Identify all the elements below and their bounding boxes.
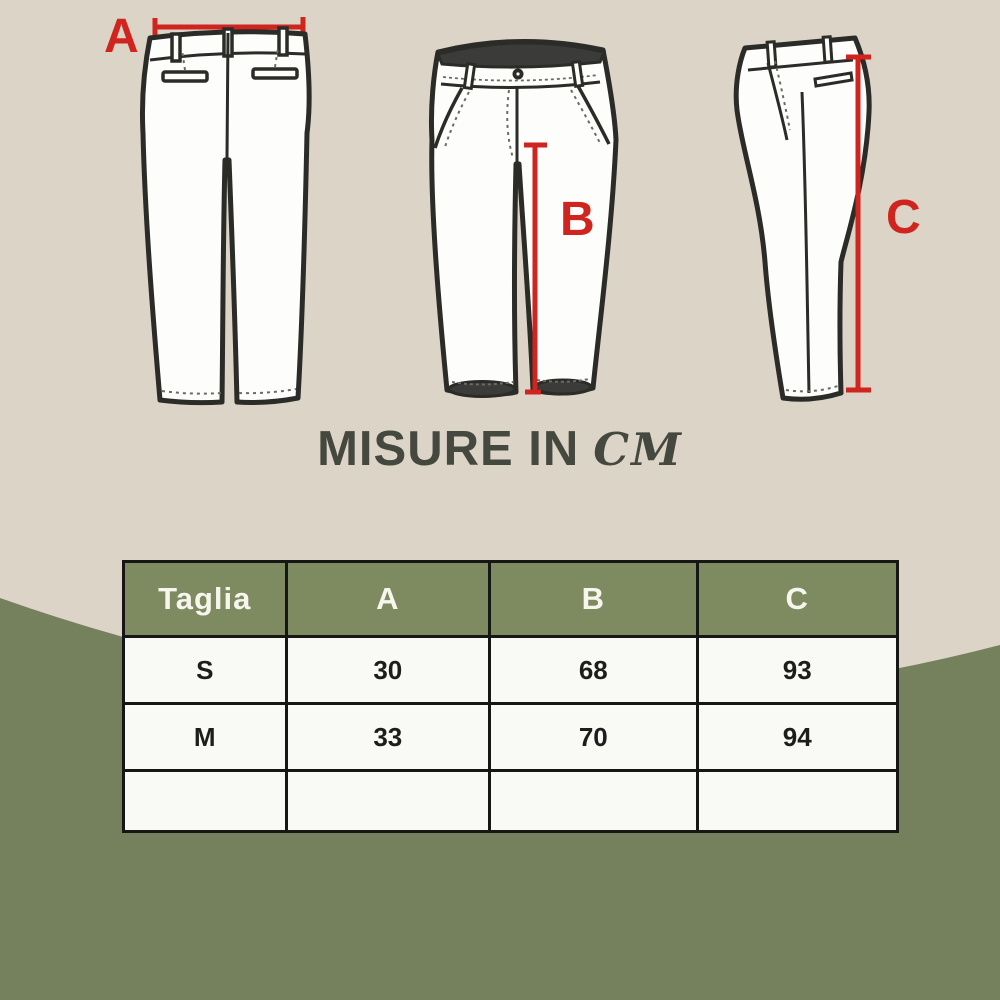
back-center-seam xyxy=(227,33,228,158)
pants-front-view-illustration xyxy=(420,28,650,408)
measure-label-c: C xyxy=(886,191,921,244)
cell-value-a: 33 xyxy=(286,704,490,771)
col-header-taglia: Taglia xyxy=(124,562,287,637)
cell-value-b: 70 xyxy=(490,704,697,771)
col-header-b: B xyxy=(490,562,697,637)
table-row-empty xyxy=(124,771,898,832)
page-title xyxy=(0,421,1000,477)
front-button xyxy=(513,69,524,80)
front-hem-openings xyxy=(449,379,591,397)
col-header-a: A xyxy=(286,562,490,637)
cell-value-a xyxy=(286,771,490,832)
cell-size: S xyxy=(124,637,287,704)
cell-size xyxy=(124,771,287,832)
col-header-c: C xyxy=(697,562,898,637)
title-unit: CM xyxy=(593,423,683,476)
title-text: MISURE IN xyxy=(317,422,580,476)
cell-value-c: 93 xyxy=(697,637,898,704)
measure-label-b: B xyxy=(560,193,595,246)
cell-value-b xyxy=(490,771,697,832)
cell-size: M xyxy=(124,704,287,771)
size-table xyxy=(122,560,899,833)
table-row-size-m xyxy=(124,704,898,771)
table-row-size-s xyxy=(124,637,898,704)
size-table-header-row xyxy=(124,562,898,637)
pants-back-view-illustration xyxy=(95,8,335,418)
cell-value-a: 30 xyxy=(286,637,490,704)
cell-value-c xyxy=(697,771,898,832)
cell-value-c: 94 xyxy=(697,704,898,771)
cell-value-b: 68 xyxy=(490,637,697,704)
measure-label-a: A xyxy=(104,10,139,63)
back-trouser-outline xyxy=(142,32,309,403)
